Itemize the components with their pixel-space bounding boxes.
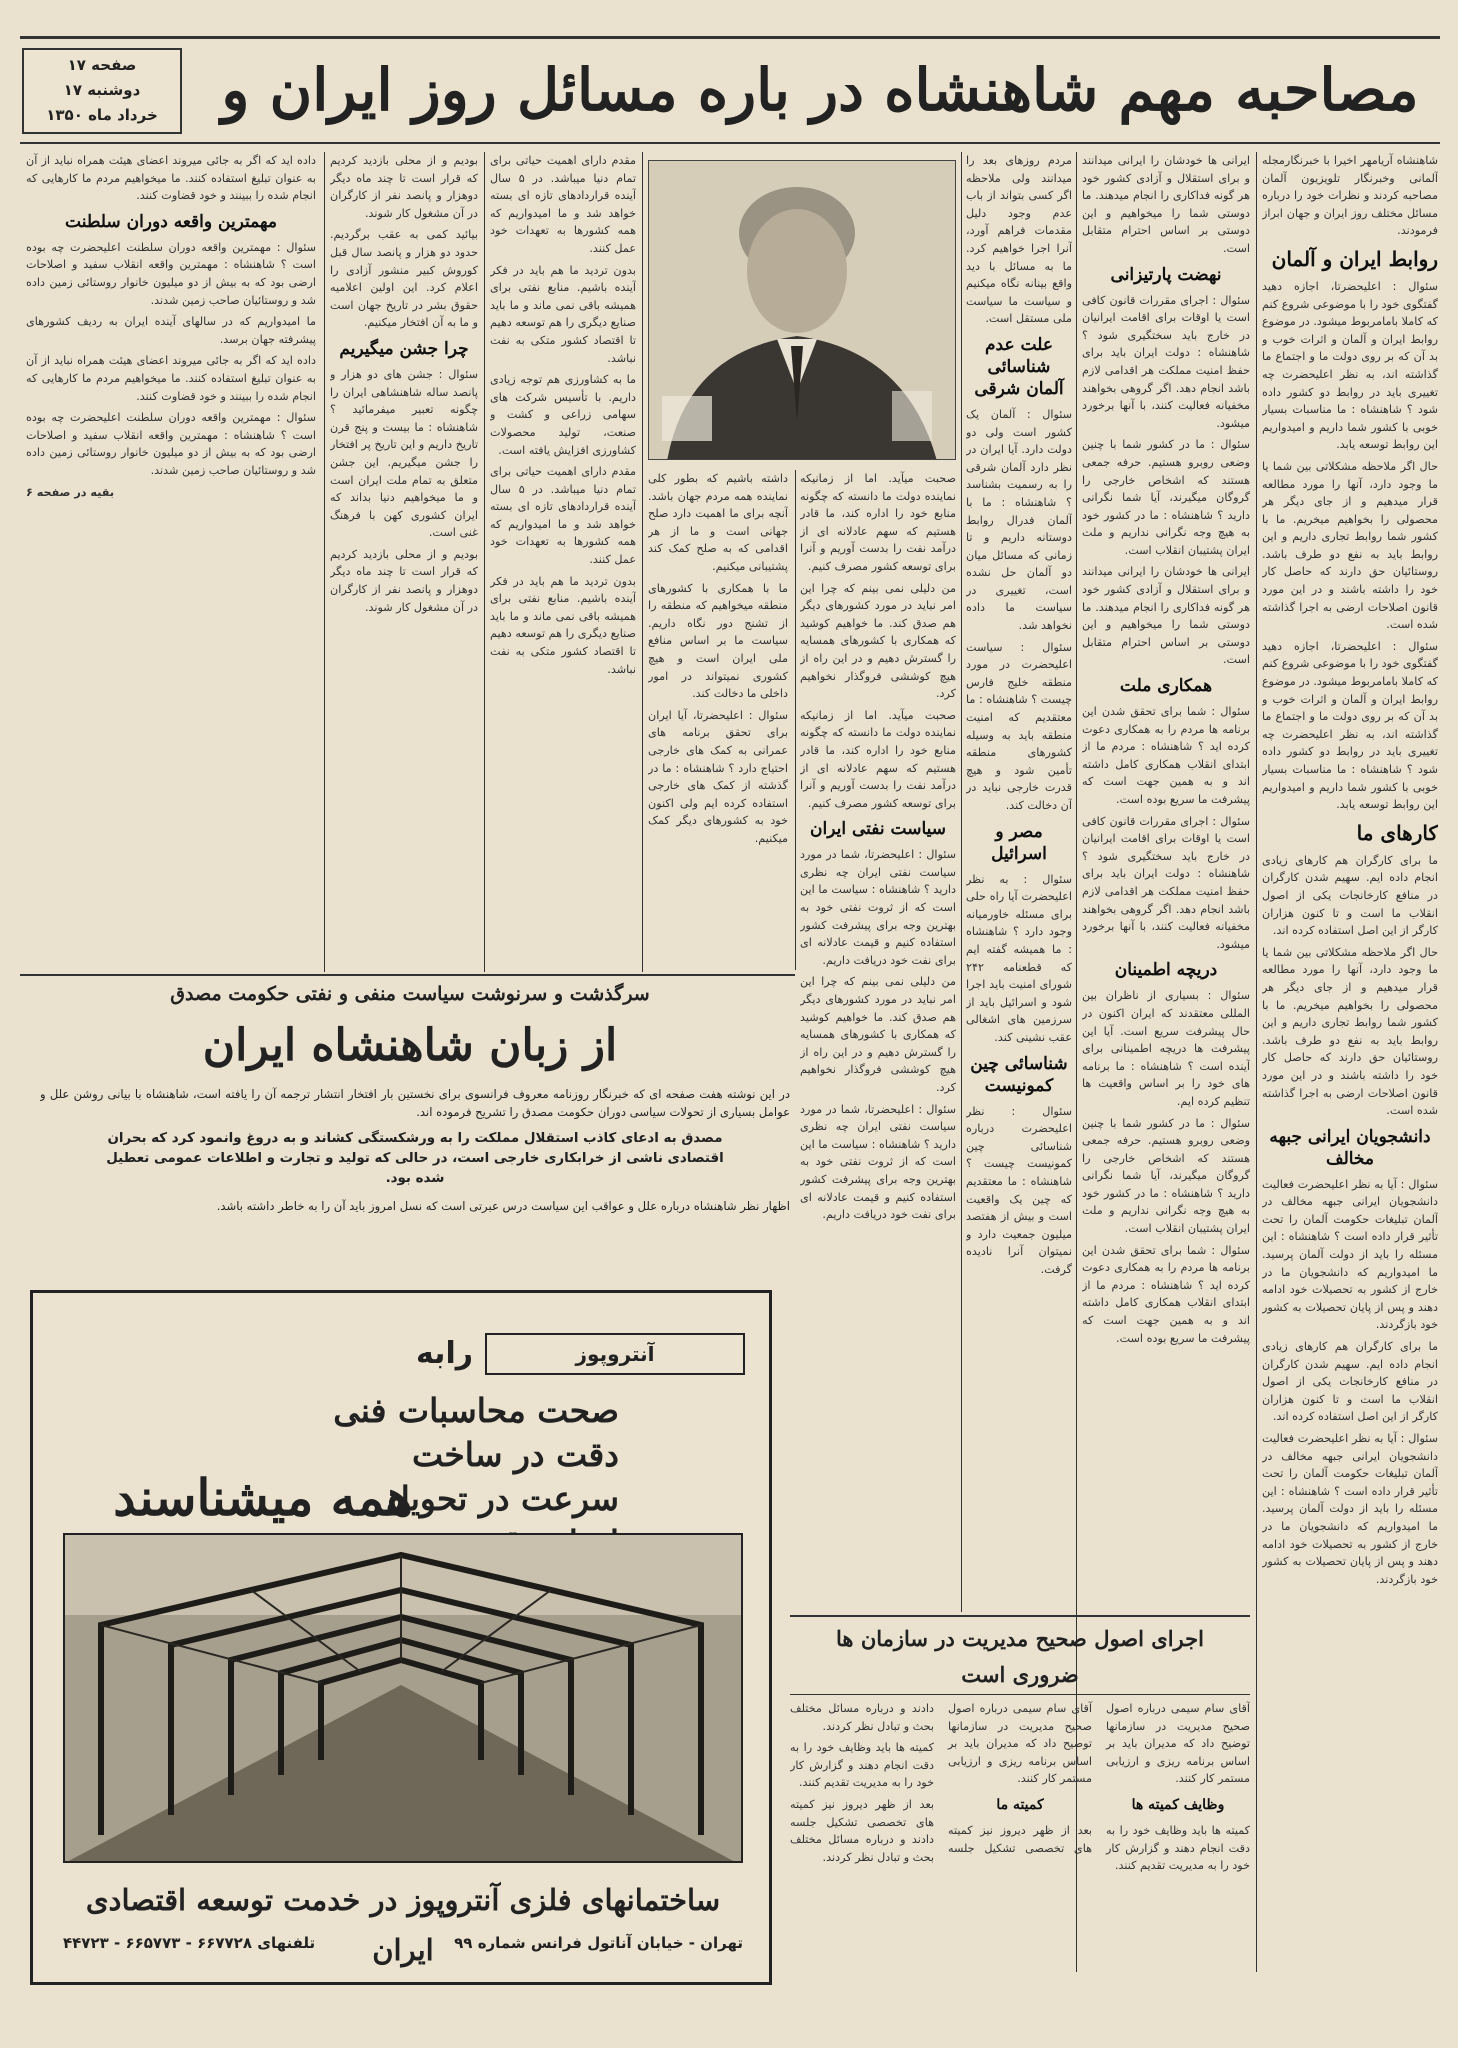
body-text: سئوال : ما در کشور شما با چنین وضعی روبرو هستیم. حرفه جمعی هستند که اشخاص خارجی را گروگان میگیرند، آیا شما نگرانی دارید ؟ شاهنشاه : ما در کشور خود به هیچ وجه نگرانی نداریم و ملت ایران پشتیبان انقلاب است. [1082,438,1250,557]
body-text: من دلیلی نمی بینم که چرا این امر نباید در مورد کشورهای دیگر هم صدق کند. ما خواهیم کوشید که همکاری با کشورهای همسایه را گسترش دهیم و در این راه از هیچ کوششی فروگذار نخواهیم کرد. [800,581,956,701]
body-text: مردم روزهای بعد را میدانند ولی ملاحظه اگر کسی بتواند از باب عدم وجود دلیل مقدمات فراهم آورد، آنرا اجرا خواهیم کرد. ما به مسائل با دید واقع بینانه نگاه میکنیم و سیاست ما سیاست ملی مستقل است. [966,154,1072,326]
date-box [22,48,182,134]
body-text: ما برای کارگران هم کارهای زیادی انجام داده ایم. سهیم شدن کارگران در منافع کارخانجات یکی از اصول انقلاب ما است و تا کنون هزاران کارگر از این اصل استفاده کرده اند. [1262,853,1438,938]
portrait-illustration [648,161,955,460]
ad-feature-item: صحت محاسبات فنی [333,1391,619,1430]
subhead-iran-germany: روابط ایران و آلمان [1271,246,1438,271]
column-rule [795,470,796,970]
body-text: صحبت میآید. اما از زمانیکه نماینده دولت ما دانسته که چگونه منابع خود را اداره کند، ما قادر هستیم که سهم عادلانه ای از درآمد نفت را بدست آوریم و آنرا برای توسعه کشور مصرف کنیم. [800,708,956,810]
ad-feature-item: سرعت در تحویل [385,1479,619,1518]
feature-body: اظهار نظر شاهنشاه درباره علل و عواقب این سیاست درس عبرتی است که نسل امروز باید آن را به خاطر داشته باشد. [216,1199,790,1213]
body-text: داده اید که اگر به جائی میروند اعضای هیئت همراه نباید از آن به عنوان تبلیغ استفاده کنند. ما میخواهیم مردم ما کارهایی که انجام شده را ببینند و خود قضاوت کنند. [26,354,316,403]
column-6 [490,152,636,972]
body-text: بعد از ظهر دیروز نیز کمیته های تخصصی تشکیل جلسه دادند و درباره مسائل مختلف بحث و تبادل نظر کردند. [790,1702,1092,1855]
body-text: بدون تردید ما هم باید در فکر آینده باشیم. منابع نفتی برای همیشه باقی نمی ماند و ما باید صنایع دیگری را هم توسعه دهیم تا اقتصاد کشور متکی به نفت نباشد. [490,263,636,365]
body-text: آقای سام سیمی درباره اصول صحیح مدیریت در سازمانها توضیح داد که مدیران باید بر اساس برنامه ریزی و ارزیابی مستمر کار کنند. [948,1702,1092,1786]
subhead-students: دانشجویان ایرانی جبهه مخالف [1269,1126,1431,1169]
body-text: بودیم و از محلی بازدید کردیم که قرار است تا چند ماه دیگر دوهزار و پانصد نفر از کارگران در آن مشغول کار شوند. [330,154,478,220]
body-text: سئوال : اعلیحضرتا، اجازه دهید گفتگوی خود را با موضوعی شروع کنم که کاملا بامامربوط میشود. در موضوع روابط ایران و آلمان و اثرات خوب و بد آن که بر روی دولت ما و اجتماع ما گذاشته اند، به نظر اعلیحضرت چه تغییری باید در روابط دو کشور داده شود ؟ شاهنشاه : ما مناسبات بسیار خوبی با کشور شما داریم و امیدواریم این روابط توسعه یابد. [1262,639,1438,812]
body-text: ما برای کارگران هم کارهای زیادی انجام داده ایم. سهیم شدن کارگران در منافع کارخانجات یکی از اصول انقلاب ما است و تا کنون هزاران کارگر از این اصل استفاده کرده اند. [1262,1340,1438,1424]
body-text: بعد از ظهر دیروز نیز کمیته های تخصصی تشکیل جلسه دادند و درباره مسائل مختلف بحث و تبادل نظر کردند. [790,1797,934,1864]
subhead-our-work: کارهای ما [1356,820,1438,845]
subhead-egypt-israel: مصر و اسرائیل [991,821,1047,864]
page-number: صفحه ۱۷ [67,56,137,74]
column-1 [1262,152,1438,1972]
body-text: سئوال : شما برای تحقق شدن این برنامه ها مردم را به همکاری دعوت کرده اید ؟ شاهنشاه : مردم ما از ابتدای انقلاب همکاری کامل داشته اند و به همین جهت است که پیشرفت ما سریع بوده است. [1082,1243,1250,1345]
body-text: ما به کشاورزی هم توجه زیادی داریم. با تأسیس شرکت های سهامی زراعی و کشت و صنعت، تولید محصولات کشاورزی افزایش یافته است. [490,373,636,457]
body-text: سئوال : اعلیحضرتا، شما در مورد سیاست نفتی ایران چه نظری دارید ؟ شاهنشاه : سیاست ما این است که از ثروت نفتی خود به بهترین وجه برای پیشرفت کشور استفاده کنیم و قیمت عادلانه ای برای نفت خود دریافت داریم. [800,1102,956,1222]
body-text: داشته باشیم که بطور کلی نماینده همه مردم جهان باشد. آنچه برای ما اهمیت دارد صلح جهانی است و ما از هر اقدامی که به صلح کمک کند پشتیبانی میکنیم. [648,472,788,573]
antropoz-advertisement [30,1290,772,1985]
body-text: کمیته ها باید وظایف خود را به دقت انجام دهند و گزارش کار خود را به مدیریت تقدیم کنند. [790,1741,934,1790]
steel-frame-illustration [63,1535,741,1863]
subhead-oil-policy: سیاست نفتی ایران [810,819,946,840]
body-text: کمیته ها باید وظایف خود را به دقت انجام دهند و گزارش کار خود را به مدیریت تقدیم کنند. [1106,1823,1250,1873]
column-2 [1082,152,1250,1972]
subhead-why-celebrate: چرا جشن میگیریم [339,338,469,359]
column-rule [1076,152,1077,1972]
subhead-east-germany: علت عدم شناسائی آلمان شرقی [974,334,1064,399]
ad-ra: رابه [415,1336,473,1371]
column-rule [324,152,325,972]
month-year: خرداد ماه ۱۳۵۰ [46,106,158,124]
steel-structure-photo [63,1533,743,1863]
management-title: اجرای اصول صحیح مدیریت در سازمان ها ضروری است [836,1626,1204,1687]
column-4 [800,470,956,1610]
subhead-partisans: نهضت پارتیزانی [1110,264,1222,285]
body-text: سئوال : اعلیحضرتا، اجازه دهید گفتگوی خود را با موضوعی شروع کنم که کاملا بامامربوط میشود. در موضوع روابط ایران و آلمان و اثرات خوب و بد آن که بر روی دولت ما و اجتماع ما گذاشته اند، به نظر اعلیحضرت چه تغییری باید در روابط دو کشور داده شود ؟ شاهنشاه : ما مناسبات بسیار خوبی با کشور شما داریم و امیدواریم این روابط توسعه یابد. [1262,279,1438,452]
column-8 [26,152,316,972]
body-text: ما با همکاری با کشورهای منطقه میخواهیم که منطقه را از تشنج دور نگاه داریم. سیاست ما بر اساس منافع ملی ایران است و هیچ کشوری نمیتواند در امور داخلی ما دخالت کند. [648,581,788,701]
body-text: سئوال : شما برای تحقق شدن این برنامه ها مردم را به همکاری دعوت کرده اید ؟ شاهنشاه : مردم ما از ابتدای انقلاب همکاری کامل داشته اند و به همین جهت است که پیشرفت ما سریع بوده است. [1082,705,1250,806]
body-text: بیائید کمی به عقب برگردیم. حدود دو هزار و پانصد سال قبل کوروش کبیر منشور آزادی را اعلام کرد. این اولین اعلامیه حقوق بشر در تاریخ جهان است و ما به آن افتخار میکنیم. [330,228,478,330]
management-article-header [790,1615,1250,1695]
feature-kicker: سرگذشت و سرنوشت سیاست منفی و نفتی حکومت مصدق [170,983,650,1005]
body-text: حال اگر ملاحظه مشکلاتی بین شما یا ما وجود دارد، آنها را مورد مطالعه قرار میدهیم و از جای دیگر هر محصولی را بخواهیم میخریم. ما با کشور شما روابط تجاری داریم و این روابط باید به نفع دو طرف باشد. روستائیان حق دارند که حاصل کار خود را داشته باشند و در این مورد قانون اصلاحات ارضی به اجرا گذاشته شده است. [1262,459,1438,632]
shah-photo [648,160,956,460]
body-text: مقدم دارای اهمیت حیاتی برای تمام دنیا میباشد. در ۵ سال آینده قراردادهای تازه ای بسته خواهد شد و ما امیدواریم که همه کشورها به تعهدات خود عمل کنند. [490,465,636,567]
body-text: من دلیلی نمی بینم که چرا این امر نباید در مورد کشورهای دیگر هم صدق کند. ما خواهیم کوشید که همکاری با کشورهای همسایه را گسترش دهیم و در این راه از هیچ کوششی فروگذار نخواهیم کرد. [800,975,956,1094]
headline: مصاحبه مهم شاهنشاه در باره مسائل روز ایران و [221,56,1419,124]
body-text: سئوال : آیا به نظر اعلیحضرت فعالیت دانشجویان ایرانی جبهه مخالف در آلمان تبلیغات حکومت آلمان را تحت تأثیر قرار داده است ؟ شاهنشاه : این مسئله را باید از دولت آلمان پرسید. ما امیدواریم که دانشجویان ما در خارج از کشور به تحصیلات خود ادامه دهند و پس از پایان تحصیلات به کشور خود بازگردند. [1262,1432,1438,1586]
ad-phones: تلفنهای ۶۶۷۷۲۸ - ۶۶۵۷۷۳ - ۴۴۷۲۳ [63,1934,316,1952]
body-text: بودیم و از محلی بازدید کردیم که قرار است تا چند ماه دیگر دوهزار و پانصد نفر از کارگران در آن مشغول کار شوند. [330,547,478,614]
body-text: سئوال : بسیاری از ناظران بین المللی معتقدند که ایران اکنون در حال پیشرفت سریع است. آیا این پیشرفت ها دریچه اطمینانی برای آینده است ؟ شاهنشاه : ما برنامه های خود را بر اساس واقعیت ها تنظیم کرده ایم. [1082,989,1250,1108]
subhead-our-committee: کمیته ما [996,1796,1044,1813]
feature-rule-top [20,974,795,976]
body-text: سئوال : جشن های دو هزار و پانصد ساله شاهنشاهی ایران را چگونه تعبیر میفرمائید ؟ شاهنشاه : ما بیست و پنج قرن تاریخ داریم و این تاریخ پر افتخار را جشن میگیریم. این جشن متعلق به تمام ملت ایران است و ما میخواهیم دنیا بداند که ایران کشوری کهن با فرهنگ غنی است. [330,367,478,540]
body-text: سئوال : مهمترین واقعه دوران سلطنت اعلیحضرت چه بوده است ؟ شاهنشاه : مهمترین واقعه انقلاب سفید و اصلاحات ارضی بود که به بیش از دو میلیون خانوار روستائی زمین داده شد و روستائیان صاحب زمین شدند. [26,411,316,477]
column-rule [484,152,485,972]
body-text: ایرانی ها خودشان را ایرانی میدانند و برای استقلال و آزادی کشور خود هر گونه فداکاری را انجام میدهند. ما دوستی شما را میخواهیم و این دوستی بر اساس احترام متقابل است. [1082,154,1250,255]
subhead-safety-valve: دریچه اطمینان [1114,960,1218,981]
body-text: سئوال : ما در کشور شما با چنین وضعی روبرو هستیم. حرفه جمعی هستند که اشخاص خارجی را گروگان میگیرند، آیا شما نگرانی دارید ؟ شاهنشاه : ما در کشور خود به هیچ وجه نگرانی نداریم و ملت ایران پشتیبان انقلاب است. [1082,1116,1250,1236]
body-text: آقای سام سیمی درباره اصول صحیح مدیریت در سازمانها توضیح داد که مدیران باید بر اساس برنامه ریزی و ارزیابی مستمر کار کنند. [1106,1702,1250,1786]
body-text: سئوال : نظر اعلیحضرت درباره شناسائی چین کمونیست چیست ؟ شاهنشاه : ما معتقدیم که چین یک واقعیت است و بیش از هفتصد میلیون جمعیت دارد و نمیتوان آنرا نادیده گرفت. [966,1104,1072,1276]
body-text: ما امیدواریم که در سالهای آینده ایران به ردیف کشورهای پیشرفته جهان برسد. [26,315,316,346]
body-text: سئوال : اعلیحضرتا، شما در مورد سیاست نفتی ایران چه نظری دارید ؟ شاهنشاه : سیاست ما این است که از ثروت نفتی خود به بهترین وجه برای پیشرفت کشور استفاده کنیم و قیمت عادلانه ای برای نفت خود دریافت داریم. [800,848,956,967]
feature-emphasis: مصدق به ادعای کاذب استقلال مملکت را به ورشکستگی کشاند و به دروغ وانمود کرد که بحران اقتصادی ناشی از خرابکاری خارجی است، در حالی که تولید و تجارت و اطلاعات عمومی تعطیل شده بود. [106,1131,724,1186]
ad-everyone-knows: همه میشناسند [113,1468,413,1527]
column-3 [966,152,1072,1612]
column-5 [648,470,788,970]
continued-note: بقیه در صفحه ۶ [26,485,115,499]
column-rule [642,152,643,972]
subhead-china: شناسائی چین کمونیست [970,1053,1068,1096]
subhead-committees: وظایف کمیته ها [1131,1796,1225,1813]
top-rule [20,36,1440,39]
body-text: سئوال : به نظر اعلیحضرت آیا راه حلی برای مسئله خاورمیانه وجود دارد ؟ شاهنشاه : ما همیشه گفته ایم که قطعنامه ۲۴۲ شورای امنیت باید اجرا شود و اسرائیل باید از سرزمین های اشغالی عقب نشینی کند. [966,872,1072,1044]
headline-rule [20,142,1440,144]
intro-text: شاهنشاه آریامهر اخیرا با خبرنگارمجله آلمانی وخبرنگار تلویزیون آلمان مصاحبه کردند و نظرات خود را درباره مسائل مختلف روز ایران و جهان ابراز فرمودند. [1262,154,1438,238]
body-text: ایرانی ها خودشان را ایرانی میدانند و برای استقلال و آزادی کشور خود هر گونه فداکاری را انجام میدهند. ما دوستی شما را میخواهیم و این دوستی بر اساس احترام متقابل است. [1082,565,1250,667]
subhead-most-important-event: مهمترین واقعه دوران سلطنت [65,211,277,232]
body-text: سئوال : آلمان یک کشور است ولی دو دولت دارد. آیا ایران در نظر دارد آلمان شرقی را به رسمیت بشناسد ؟ شاهنشاه : ما با آلمان فدرال روابط دوستانه داریم و تا زمانی که مسائل میان دو آلمان حل نشده است، تغییری در سیاست ما داده نخواهد شد. [966,407,1072,633]
column-7 [330,152,478,972]
body-text: بدون تردید ما هم باید در فکر آینده باشیم. منابع نفتی برای همیشه باقی نمی ماند و ما باید صنایع دیگری را هم توسعه دهیم تا اقتصاد کشور متکی به نفت نباشد. [490,574,636,676]
column-rule [1256,152,1257,1972]
feature-body: در این نوشته هفت صفحه ای که خبرنگار روزنامه معروف فرانسوی برای نخستین بار افتخار انتشار ترجمه آن را یافته است، شاهنشاه با بیانی روشن علل و عوامل بسیاری از تحولات سیاسی دوران حکومت مصدق را تشریح فرموده اند. [40,1087,790,1119]
feature-title: از زبان شاهنشاه ایران [202,1020,618,1071]
body-text: سئوال : مهمترین واقعه دوران سلطنت اعلیحضرت چه بوده است ؟ شاهنشاه : مهمترین واقعه انقلاب سفید و اصلاحات ارضی بود که به بیش از دو میلیون خانوار روستائی زمین داده شد و روستائیان صاحب زمین شدند. [26,240,316,307]
body-text: حال اگر ملاحظه مشکلاتی بین شما یا ما وجود دارد، آنها را مورد مطالعه قرار میدهیم و از جای دیگر هر محصولی را بخواهیم میخریم. ما با کشور شما روابط تجاری داریم و این روابط باید به نفع دو طرف باشد. روستائیان حق دارند که حاصل کار خود را داشته باشند و در این مورد قانون اصلاحات ارضی به اجرا گذاشته شده است. [1262,945,1438,1118]
body-text: سئوال : سیاست اعلیحضرت در مورد منطقه خلیج فارس چیست ؟ شاهنشاه : ما معتقدیم که امنیت منطقه باید به وسیله کشورهای منطقه تأمین شود و هیچ قدرت خارجی نباید در آن دخالت کند. [966,640,1072,812]
ad-brand: آنتروپوز [485,1333,745,1375]
body-text: داده اید که اگر به جائی میروند اعضای هیئت همراه نباید از آن به عنوان تبلیغ استفاده کنند. ما میخواهیم مردم ما کارهایی که انجام شده را ببینند و خود قضاوت کنند. [26,154,316,203]
ad-address: تهران - خیابان آناتول فرانس شماره ۹۹ [454,1934,743,1952]
ad-feature-item: دقت در ساخت [412,1435,619,1474]
body-text: صحبت میآید. اما از زمانیکه نماینده دولت ما دانسته که چگونه منابع خود را اداره کند، ما قادر هستیم که سهم عادلانه ای از درآمد نفت را بدست آوریم و آنرا برای توسعه کشور مصرف کنیم. [800,472,956,573]
management-article [790,1700,1250,2020]
feature-text [40,1085,790,1275]
body-text: سئوال : اجرای مقررات قانون کافی است یا اوقات برای اقامت ایرانیان در خارج باید سختگیری شود ؟ شاهنشاه : دولت ایران باید برای حفظ امنیت مملکت هر اقدامی لازم باشد انجام دهد. اگر گروهی بخواهند مخفیانه فعالیت کنند، با آنها برخورد میشود. [1082,293,1250,430]
column-rule [961,152,962,1612]
weekday: دوشنبه ۱۷ [63,81,141,99]
subhead-cooperation: همکاری ملت [1119,676,1213,697]
ad-slogan: ساختمانهای فلزی آنتروپوز در خدمت توسعه اقتصادی ایران [85,1883,721,1967]
body-text: سئوال : اجرای مقررات قانون کافی است یا اوقات برای اقامت ایرانیان در خارج باید سختگیری شود ؟ شاهنشاه : دولت ایران باید برای حفظ امنیت مملکت هر اقدامی لازم باشد انجام دهد. اگر گروهی بخواهند مخفیانه فعالیت کنند، با آنها برخورد میشود. [1082,814,1250,951]
body-text: سئوال : آیا به نظر اعلیحضرت فعالیت دانشجویان ایرانی جبهه مخالف در آلمان تبلیغات حکومت آلمان را تحت تأثیر قرار داده است ؟ شاهنشاه : این مسئله را باید از دولت آلمان پرسید. ما امیدواریم که دانشجویان ما در خارج از کشور به تحصیلات خود ادامه دهند و پس از پایان تحصیلات به کشور خود بازگردند. [1262,1177,1438,1332]
body-text: سئوال : اعلیحضرتا، آیا ایران برای تحقق برنامه های عمرانی به کمک های خارجی احتیاج دارد ؟ شاهنشاه : ما در گذشته از کمک های خارجی استفاده کرده ایم ولی اکنون خود به کشورهای دیگر کمک میکنیم. [648,708,788,845]
body-text: مقدم دارای اهمیت حیاتی برای تمام دنیا میباشد. در ۵ سال آینده قراردادهای تازه ای بسته خواهد شد و ما امیدواریم که همه کشورها به تعهدات خود عمل کنند. [490,154,636,255]
